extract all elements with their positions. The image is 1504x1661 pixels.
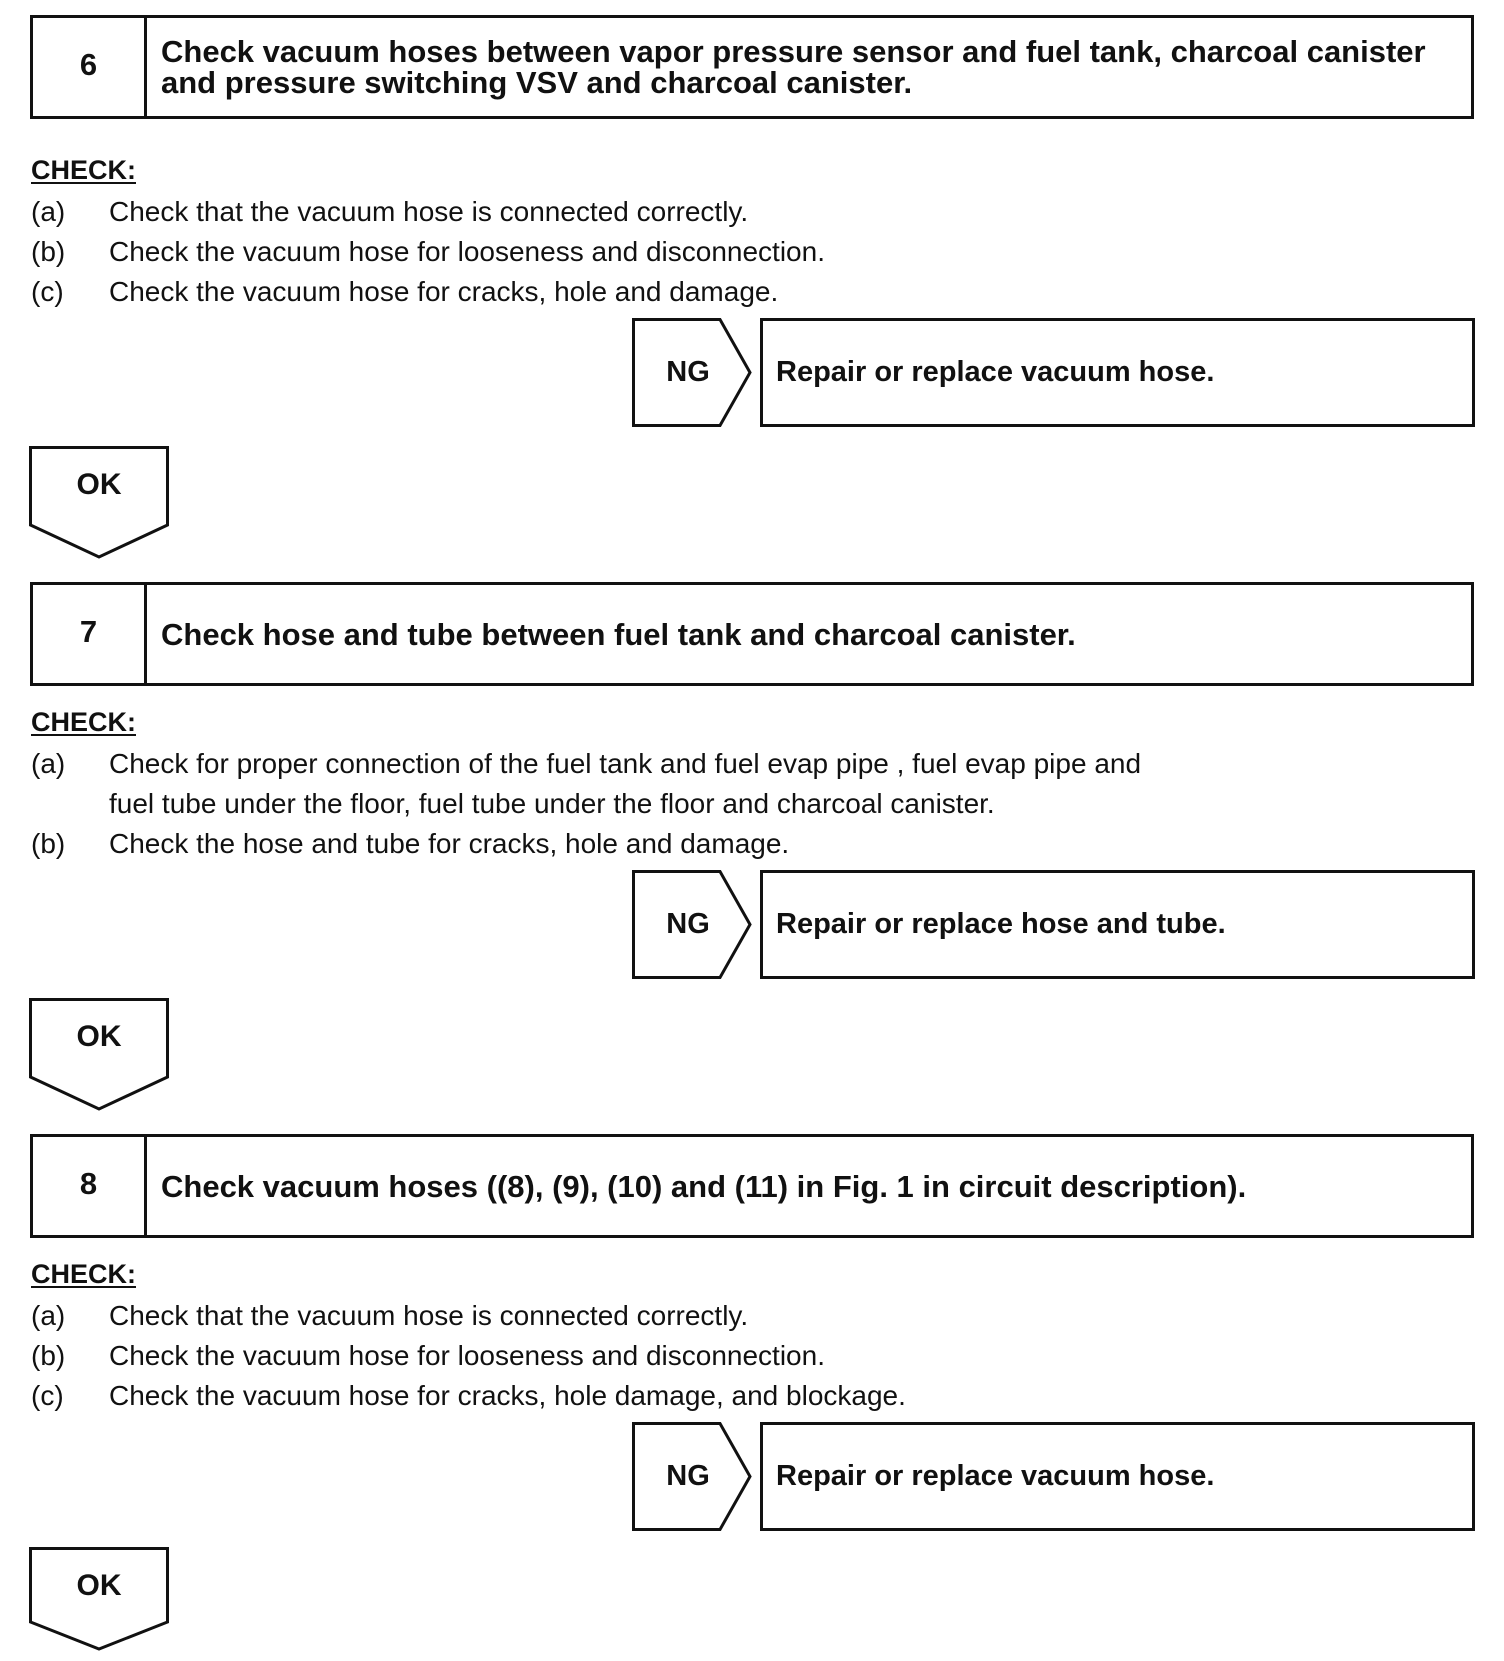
- item-marker: (b): [31, 1340, 66, 1371]
- ok-label: OK: [76, 1569, 122, 1602]
- item-marker: (b): [31, 828, 66, 859]
- ng-branch: [632, 1422, 1475, 1531]
- item-marker: (a): [31, 1300, 66, 1331]
- item-text: Check for proper connection of the fuel tank and fuel evap pipe , fuel evap pipe and: [109, 748, 1142, 779]
- step-number: 8: [33, 1137, 147, 1235]
- ng-arrow-icon: [632, 1422, 752, 1531]
- ok-arrow-icon: [29, 998, 169, 1112]
- item-text: Check that the vacuum hose is connected correctly.: [109, 196, 749, 227]
- ng-label: NG: [666, 908, 710, 940]
- item-text: Check the vacuum hose for cracks, hole and damage.: [109, 276, 779, 307]
- check-list: [31, 744, 1141, 864]
- step-title: Check hose and tube between fuel tank and charcoal canister.: [161, 616, 1076, 652]
- step-8-header: [30, 1134, 1474, 1238]
- step-title: Check vacuum hoses ((8), (9), (10) and (11) in Fig. 1 in circuit description).: [161, 1168, 1247, 1204]
- list-item: [31, 1336, 906, 1376]
- ok-arrow-icon: [29, 446, 169, 560]
- ok-label: OK: [76, 468, 122, 501]
- ok-label: OK: [76, 1020, 122, 1053]
- item-marker: (b): [31, 236, 66, 267]
- step-title: Check vacuum hoses between vapor pressure sensor and fuel tank, charcoal canister and pressure switching VSV and charcoal canister.: [161, 34, 1426, 100]
- list-item: [31, 824, 1141, 864]
- ng-arrow-icon: [632, 870, 752, 979]
- item-text: Check the hose and tube for cracks, hole and damage.: [109, 828, 790, 859]
- step-6-header: [30, 15, 1474, 119]
- step-7-header: [30, 582, 1474, 686]
- list-item: [31, 232, 825, 272]
- ng-branch: [632, 870, 1475, 979]
- ng-action-box: Repair or replace vacuum hose.: [760, 1422, 1475, 1531]
- check-list: [31, 192, 825, 312]
- list-item: [31, 192, 825, 232]
- item-text: Check the vacuum hose for looseness and disconnection.: [109, 236, 825, 267]
- check-list: [31, 1296, 906, 1416]
- ng-arrow-icon: [632, 318, 752, 427]
- item-marker: (c): [31, 276, 64, 307]
- check-label: CHECK:: [31, 707, 136, 737]
- ng-action-box: Repair or replace vacuum hose.: [760, 318, 1475, 427]
- item-text: Check the vacuum hose for cracks, hole damage, and blockage.: [109, 1380, 906, 1411]
- ok-arrow-icon: [29, 1547, 169, 1661]
- item-marker: (a): [31, 748, 66, 779]
- item-text: Check the vacuum hose for looseness and disconnection.: [109, 1340, 825, 1371]
- item-marker: (c): [31, 1380, 64, 1411]
- ng-action-box: Repair or replace hose and tube.: [760, 870, 1475, 979]
- step-number: 7: [33, 585, 147, 683]
- ng-branch: [632, 318, 1475, 427]
- check-label: CHECK:: [31, 155, 136, 185]
- ng-label: NG: [666, 1460, 710, 1492]
- list-item: [31, 272, 825, 312]
- item-marker: (a): [31, 196, 66, 227]
- item-text: Check that the vacuum hose is connected correctly.: [109, 1300, 749, 1331]
- list-item: [31, 744, 1141, 784]
- check-label: CHECK:: [31, 1259, 136, 1289]
- list-item-continuation: [31, 784, 1141, 824]
- list-item: [31, 1376, 906, 1416]
- ng-label: NG: [666, 356, 710, 388]
- step-number: 6: [33, 18, 147, 116]
- item-text: fuel tube under the floor, fuel tube under the floor and charcoal canister.: [109, 788, 995, 819]
- list-item: [31, 1296, 906, 1336]
